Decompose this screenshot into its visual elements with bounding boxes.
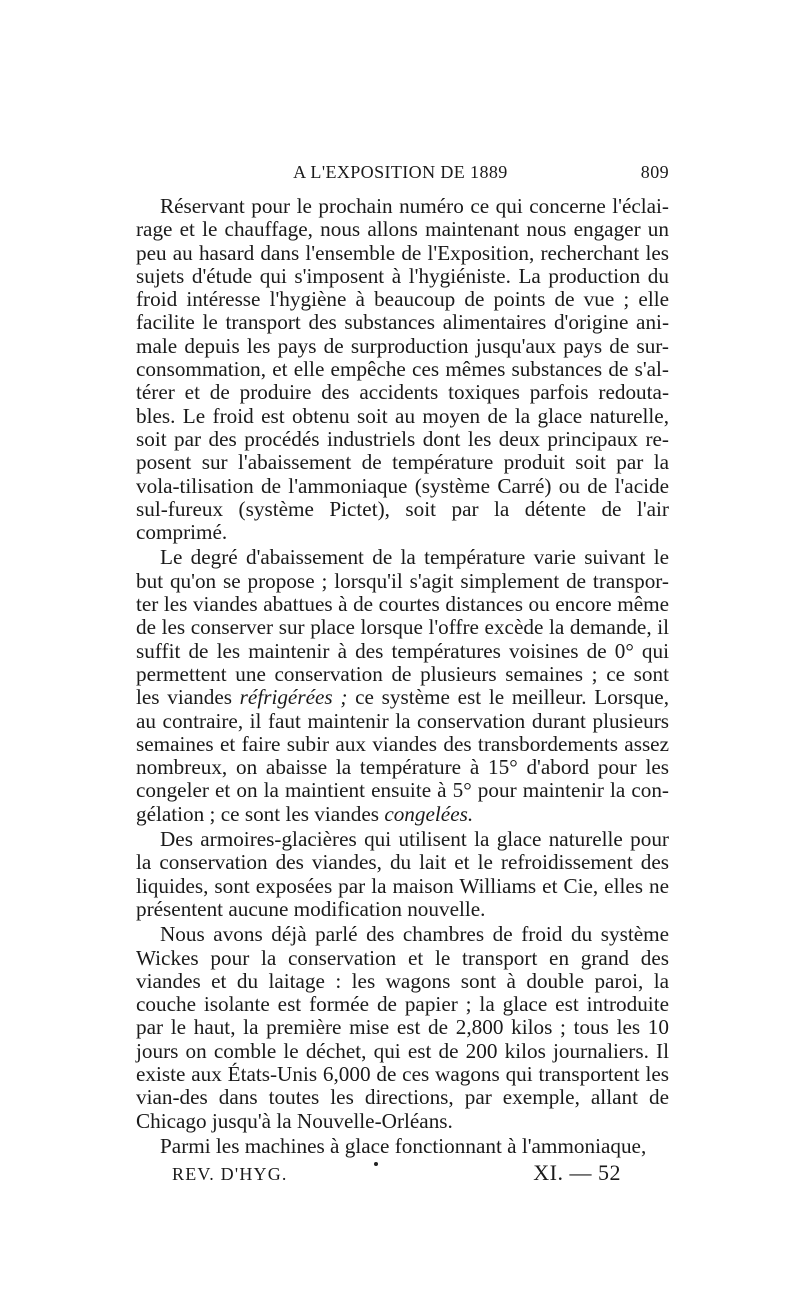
paragraph-temperature — [136, 546, 669, 826]
paragraph-text: ce système est le meilleur. Lorsque, au contraire, il faut maintenir la conservation durant plusieurs semaines et faire subir aux viandes des transbordements assez nombreux, on abaisse la température à 15° d'abord pour les congeler et on la maintient ensuite à 5° pour maintenir la con-gélation ; ce sont les viandes — [136, 685, 669, 826]
italic-term-congelees: congelées. — [384, 801, 474, 826]
paragraph-wickes-system: Nous avons déjà parlé des chambres de froid du système Wickes pour la conservation et le transport en grand des viandes et du laitage : les wagons sont à double paroi, la couche isolante est formée de papier ; la glace est introduite par le haut, la première mise est de 2,800 kilos ; tous les 10 jours on comble le déchet, qui est de 200 kilos journaliers. Il existe aux États-Unis 6,000 de ces wagons qui transportent les vian-des dans toutes les directions, par exemple, allant de Chicago jusqu'à la Nouvelle-Orléans. — [136, 922, 669, 1133]
paragraph-text: Le degré d'abaissement de la température varie suivant le but qu'on se propose ; lorsqu'il s'agit simplement de transpor-ter les viandes abattues à de courtes distances ou encore même de les conserver sur place lorsque l'offre excède la demande, il suffit de les maintenir à des températures voisines de 0° qui permettent une conservation de plusieurs semaines ; ce sont les viandes — [136, 545, 669, 710]
paragraph-ammoniaque: Parmi les machines à glace fonctionnant à l'ammoniaque, — [160, 1133, 647, 1158]
sheet-signature: XI. — 52 — [533, 1160, 621, 1186]
paragraph-armoires-glacieres: Des armoires-glacières qui utilisent la glace naturelle pour la conservation des viandes, du lait et le refroidissement des liquides, sont exposées par la maison Williams et Cie, elles ne présentent aucune modification nouvelle. — [136, 827, 669, 921]
running-head — [136, 162, 669, 183]
journal-signature: REV. D'HYG. — [172, 1164, 288, 1185]
paragraph-refrigeration-intro: Réservant pour le prochain numéro ce qui concerne l'éclai-rage et le chauffage, nous allons maintenant nous engager un peu au hasard dans l'ensemble de l'Exposition, recherchant les sujets d'étude qui s'imposent à l'hygiéniste. La production du froid intéresse l'hygiène à beaucoup de points de vue ; elle facilite le transport des substances alimentaires d'origine ani-male depuis les pays de surproduction jusqu'aux pays de sur-consommation, et elle empêche ces mêmes substances de s'al-térer et de produire des accidents toxiques parfois redouta-bles. Le froid est obtenu soit au moyen de la glace naturelle, soit par des procédés industriels dont les deux principaux re-posent sur l'abaissement de température produit soit par la vola-tilisation de l'ammoniaque (système Carré) ou de l'acide sul-fureux (système Pictet), soit par la détente de l'air comprimé. — [136, 194, 669, 545]
running-title: A L'EXPOSITION DE 1889 — [293, 162, 508, 182]
document-page — [136, 162, 669, 1186]
printer-dot-mark — [374, 1162, 378, 1166]
page-number: 809 — [640, 162, 669, 182]
italic-term-refrigerees: réfrigérées ; — [239, 685, 348, 710]
signature-line — [136, 1160, 669, 1186]
